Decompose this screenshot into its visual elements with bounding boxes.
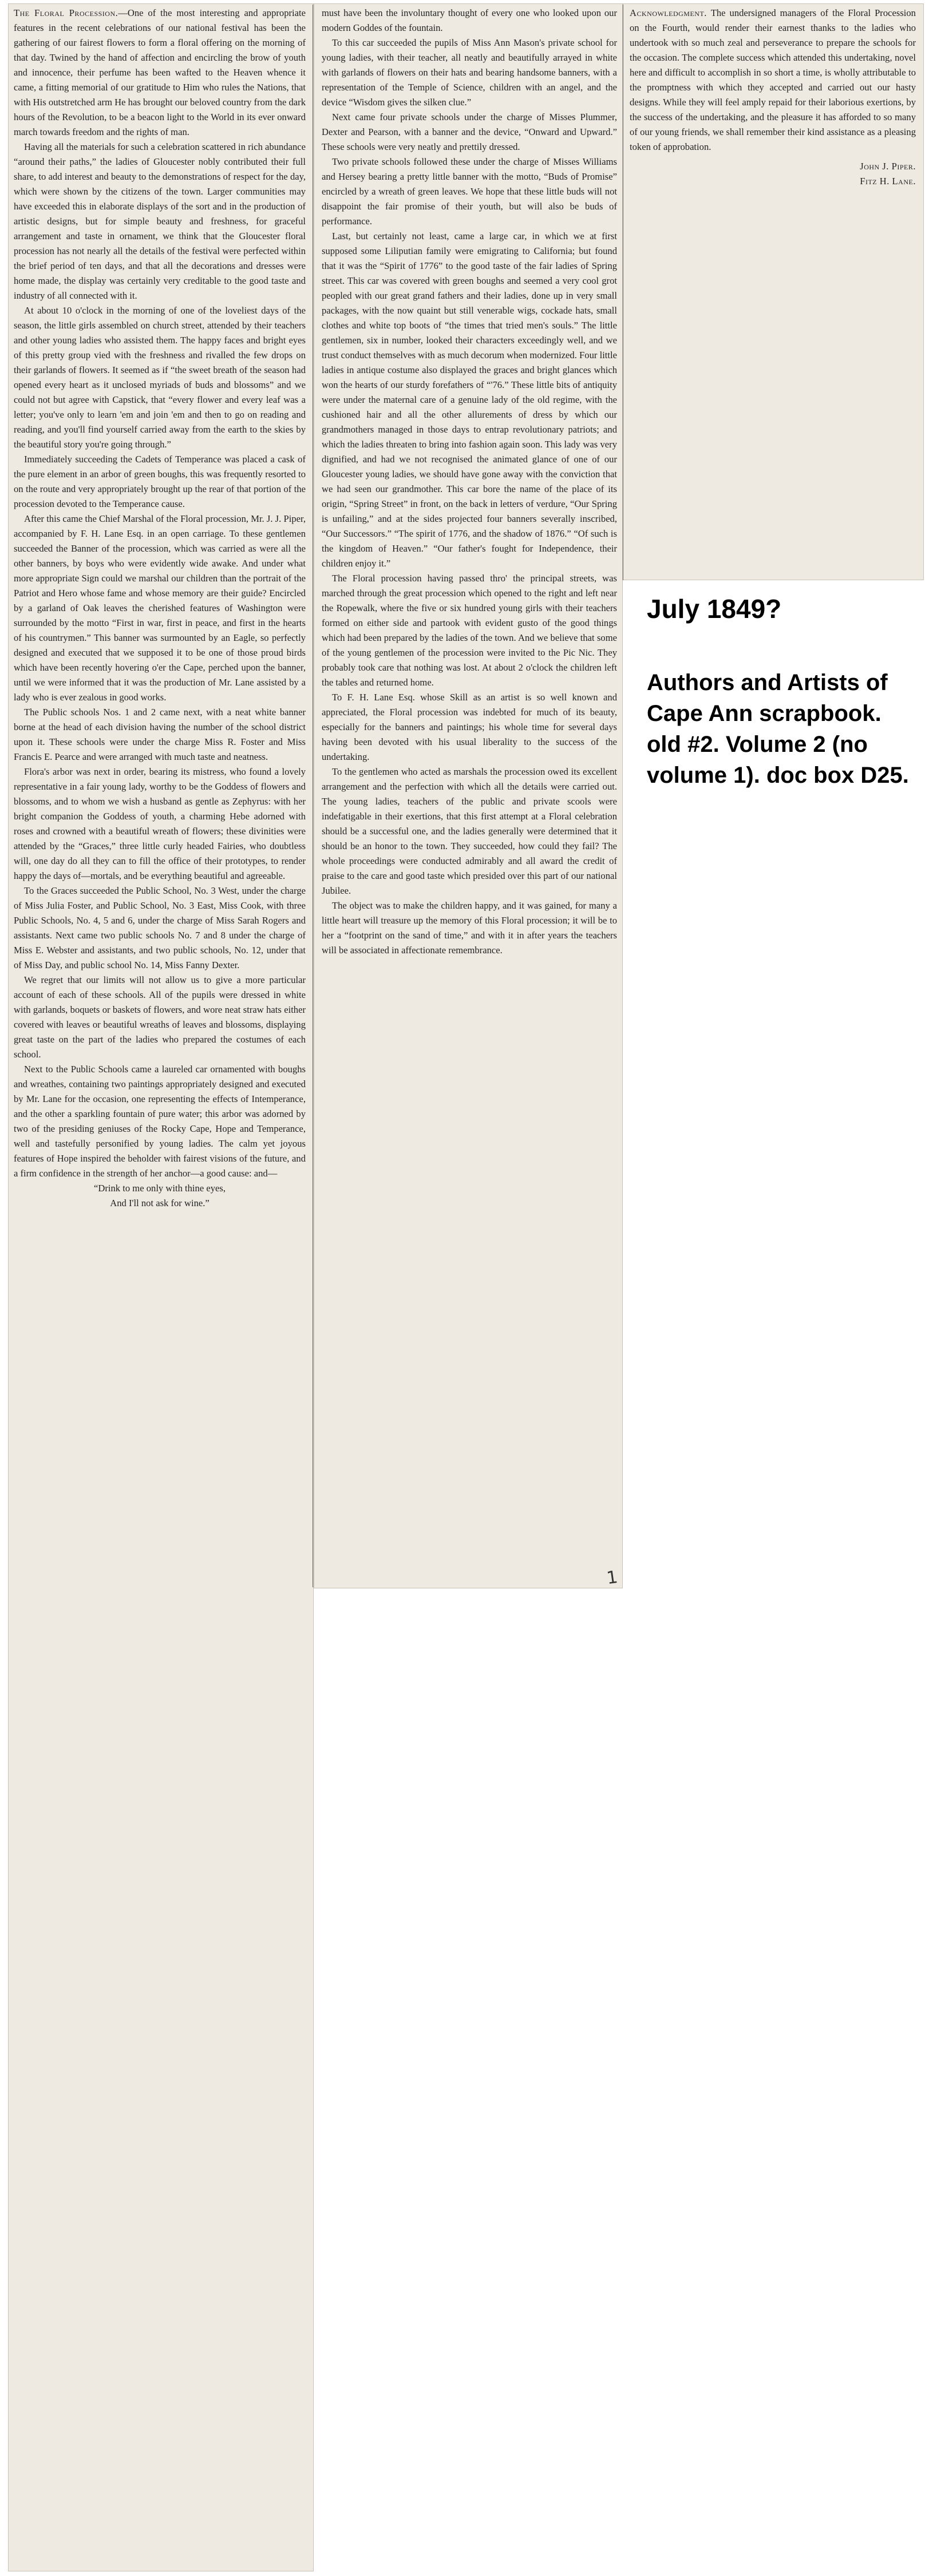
article-column-2 xyxy=(322,6,617,1585)
paragraph: Last, but certainly not least, came a large car, in which we at first supposed some Liliputian family were emigrating to California; but found that it was the “Spirit of 1776” to the good taste of the fair ladies of Spring street. This car was covered with green boughs and seemed a very cool grot peopled with our great grand fathers and their ladies, done up in very small packages, with the now quaint but still venerable wigs, cockade hats, small clothes and white top boots of “the times that tried men's souls.” The little gentlemen, six in number, looked their characters exceedingly well, and we trust conduct themselves with as much decorum when modernized. Four little ladies in antique costume also displayed the graces and bright glances which won the hearts of our sturdy forefathers of “'76.” These little bits of antiquity were under the maternal care of a genuine lady of the old regime, with the cushioned hair and all the other allurements of dress by which our grandmothers managed in those days to entrap revolutionary patriots; and which the ladies threaten to bring into fashion again soon. This lady was very dignified, and had we not recognised the animated glance of one of our Gloucester young ladies, we should have gone away with the conviction that we had seen our grandmother. This car bore the name of the place of its origin, “Spring Street” in front, on the back in letters of verdure, “Our Spring is unfailing,” and at the sides projected four banners severally inscribed, “Our Successors.” “The spirit of 1776, and the shadow of 1876.” “Of such is the kingdom of Heaven.” “Our father's fought for Independence, their children enjoy it.” xyxy=(322,231,617,569)
paragraph: Immediately succeeding the Cadets of Temperance was placed a cask of the pure element in an arbor of green boughs, this was frequently resorted to on the route and very appropriately brought up the rear of that portion of the procession devoted to the Temperance cause. xyxy=(14,454,306,509)
article-column-1 xyxy=(14,6,306,2563)
archive-reference-note: Authors and Artists of Cape Ann scrapbook. old #2. Volume 2 (no volume 1). doc box D25. xyxy=(647,670,909,788)
signature-piper: John J. Piper. xyxy=(860,161,916,172)
handwritten-mark: 1 xyxy=(605,1567,619,1589)
paragraph: Next to the Public Schools came a laureled car ornamented with boughs and wreathes, containing two paintings appropriately designed and executed by Mr. Lane for the occasion, one representing the effects of Intemperance, and the other a sparkling fountain of pure water; this arbor was adorned by two of the presiding geniuses of the Rocky Cape, Hope and Temperance, well and tastefully personified by young ladies. The calm yet joyous features of Hope inspired the beholder with fairest visions of the future, and a firm confidence in the strength of her anchor—a good cause: and— xyxy=(14,1064,306,1179)
paragraph: To F. H. Lane Esq. whose Skill as an artist is so well known and appreciated, the Floral procession was indebted for much of its beauty, especially for the banners and paintings; his whole time for several days having been devoted with his usual liberality to the success of the undertaking. xyxy=(322,692,617,762)
article-heading: The Floral Procession. xyxy=(14,7,118,18)
paragraph: The undersigned managers of the Floral Procession on the Fourth, would render their earnest thanks to the ladies who undertook with so much zeal and perseverance to prepare the schools for the occasion. The complete success which attended this undertaking, novel here and difficult to accomplish in so short a time, is wholly attributable to the promptness with which they accepted and carried out our hasty designs. While they will feel amply repaid for their laborious exertions, by the success of the undertaking, and the pleasure it has afforded to so many of our young friends, we shall remember their kind assistance as a pleasing token of approbation. xyxy=(630,7,916,152)
paragraph: must have been the involuntary thought of every one who looked upon our modern Goddes of the fountain. xyxy=(322,7,617,33)
article-opening xyxy=(14,6,306,140)
paragraph: —One of the most interesting and appropriate features in the recent celebrations of our national festival has been the gathering of our fairest flowers to form a floral offering on the morning of that day. Twined by the hand of affection and encircling the brow of youth and innocence, their perfume has been wafted to the Heaven whence it came, a fitting memorial of our gratitude to Him who rules the Nations, that with His outstretched arm He has brought our beloved country from the dark hours of the Revolution, to be a beacon light to the World in its ever onward march towards freedom and the rights of man. xyxy=(14,7,306,137)
paragraph: The Public schools Nos. 1 and 2 came next, with a neat white banner borne at the head of each division having the number of the school district upon it. These schools were under the charge Miss R. Foster and Miss Francis E. Pearce and were arranged with much taste and neatness. xyxy=(14,707,306,762)
acknowledgment-heading: Acknowledgment. xyxy=(630,7,707,18)
acknowledgment-column xyxy=(630,6,916,578)
verse-line: “Drink to me only with thine eyes, xyxy=(94,1183,226,1194)
paragraph: To the gentlemen who acted as marshals the procession owed its excellent arrangement and the perfection with which all the details were carried out. The young ladies, teachers of the public and private scools were indefatigable in their exertions, that this first attempt at a Floral celebration should be a successful one, and the ladies generally were determined that it should be an honor to the town. They succeeded, how could they fail? The whole proceedings were conducted admirably and all award the credit of praise to the care and good taste which presided over this part of our national Jubilee. xyxy=(322,766,617,896)
paragraph: The object was to make the children happy, and it was gained, for many a little heart will treasure up the memory of this Floral procession; it will be to her a “footprint on the sand of time,” and with it in after years the teachers will be associated in affectionate remembrance. xyxy=(322,900,617,956)
paragraph: At about 10 o'clock in the morning of one of the loveliest days of the season, the little girls assembled on church street, attended by their teachers and other young ladies who assisted them. The happy faces and bright eyes of this pretty group vied with the freshness and rivalled the few drops on their garlands of flowers. It seemed as if “the sweet breath of the season had opened every heart as it unclosed myriads of buds and blossoms” and we could not but agree with Capstick, that “every flower and every leaf was a letter; you've only to learn 'em and join 'em and then to go on reading and reading, and you'll find yourself carried away from the earth to the skies by the beautiful story you're going through.” xyxy=(14,305,306,450)
paragraph: Having all the materials for such a celebration scattered in rich abundance “around their paths,” the ladies of Gloucester nobly contributed their full share, to add interest and beauty to the demonstrations of respect for the day, which were shown by the citizens of the town. Larger communities may have exceeded this in elaborate displays of the sort and in the production of artistic designs, but for simple beauty and freshness, for graceful arrangement and taste in ornament, we think that the Gloucester floral procession has not nearly all the details of the festival were perfected within the brief period of ten days, and that all the decorations and dresses were home made, the display was certainly very creditable to the good taste and industry of all connected with it. xyxy=(14,141,306,301)
paragraph: We regret that our limits will not allow us to give a more particular account of each of these schools. All of the pupils were dressed in white with garlands, boquets or baskets of flowers, and wore neat straw hats either covered with leaves or beautiful wreaths of leaves and blossoms, displaying great taste on the part of the ladies who prepared the costumes of each school. xyxy=(14,974,306,1060)
paragraph: Two private schools followed these under the charge of Misses Williams and Hersey bearing a pretty little banner with the motto, “Buds of Promise” encircled by a wreath of green leaves. We hope that these little buds will not disappoint the fair promise of their youth, but will also be buds of performance. xyxy=(322,156,617,227)
paragraph: After this came the Chief Marshal of the Floral procession, Mr. J. J. Piper, accompanied by F. H. Lane Esq. in an open carriage. To these gentlemen succeeded the Banner of the procession, which was carried as were all the other banners, by boys who were evidently wide awake. And under what more appropriate Sign could we marshal our children than the portrait of the Patriot and Hero whose fame and whose memory are their guide? Encircled by a garland of Oak leaves the cherished features of Washington were surrounded by the motto “First in war, first in peace, and first in the hearts of his countrymen.” This banner was surmounted by an Eagle, so perfectly designed and executed that we supposed it to be one of those proud birds which have been recently hovering o'er the Cape, perched upon the banner, until we were informed that it was the production of Mr. Lane assisted by a lady who is ever zealous in good works. xyxy=(14,513,306,703)
paragraph: To the Graces succeeded the Public School, No. 3 West, under the charge of Miss Julia Foster, and Public School, No. 3 East, Miss Cook, with three Public Schools, No. 4, 5 and 6, under the charge of Miss Sarah Rogers and assistants. Next came two public schools No. 7 and 8 under the charge of Miss E. Webster and assistants, and two public schools, No. 12, under that of Miss Day, and public school No. 14, Miss Fanny Dexter. xyxy=(14,885,306,970)
paragraph: Next came four private schools under the charge of Misses Plummer, Dexter and Pearson, with a banner and the device, “Onward and Upward.” These schools were very neatly and prettily dressed. xyxy=(322,112,617,152)
paragraph: Flora's arbor was next in order, bearing its mistress, who found a lovely representative in a fair young lady, worthy to be the Goddess of flowers and blossoms, and to whom we wish a husband as gentle as Zephyrus: with her bright companion the Goddess of youth, a charming Hebe adorned with roses and crowned with a beautiful wreath of flowers; these divinities were attended by the “Graces,” three little curly headed Fairies, who doubtless will, one day do all they can to fill the office of their prototypes, to render happy the days of—mortals, and be everything beautiful and agreeable. xyxy=(14,766,306,881)
paragraph: To this car succeeded the pupils of Miss Ann Mason's private school for young ladies, with their teacher, all neatly and beautifully arrayed in white with garlands of flowers on their hats and bearing handsome banners, with a representation of the Temple of Science, children with an angel, and the device “Wisdom gives the silken clue.” xyxy=(322,37,617,108)
acknowledgment-body xyxy=(630,6,916,154)
archive-date-note: July 1849? xyxy=(647,594,782,624)
signature-lane: Fitz H. Lane. xyxy=(860,176,916,187)
verse-line: And I'll not ask for wine.” xyxy=(110,1198,209,1208)
paragraph: The Floral procession having passed thro' the principal streets, was marched through the great procession which opened to the right and left near the Ropewalk, where the five or six hundred young girls with their teachers formed on either side and partook with evident gusto of the good things which had been prepared by the ladies of the town. And we believe that some of the young gentlemen of the procession were invited to the Pic Nic. They probably took care that nothing was lost. At about 2 o'clock the children left the tables and returned home. xyxy=(322,573,617,688)
